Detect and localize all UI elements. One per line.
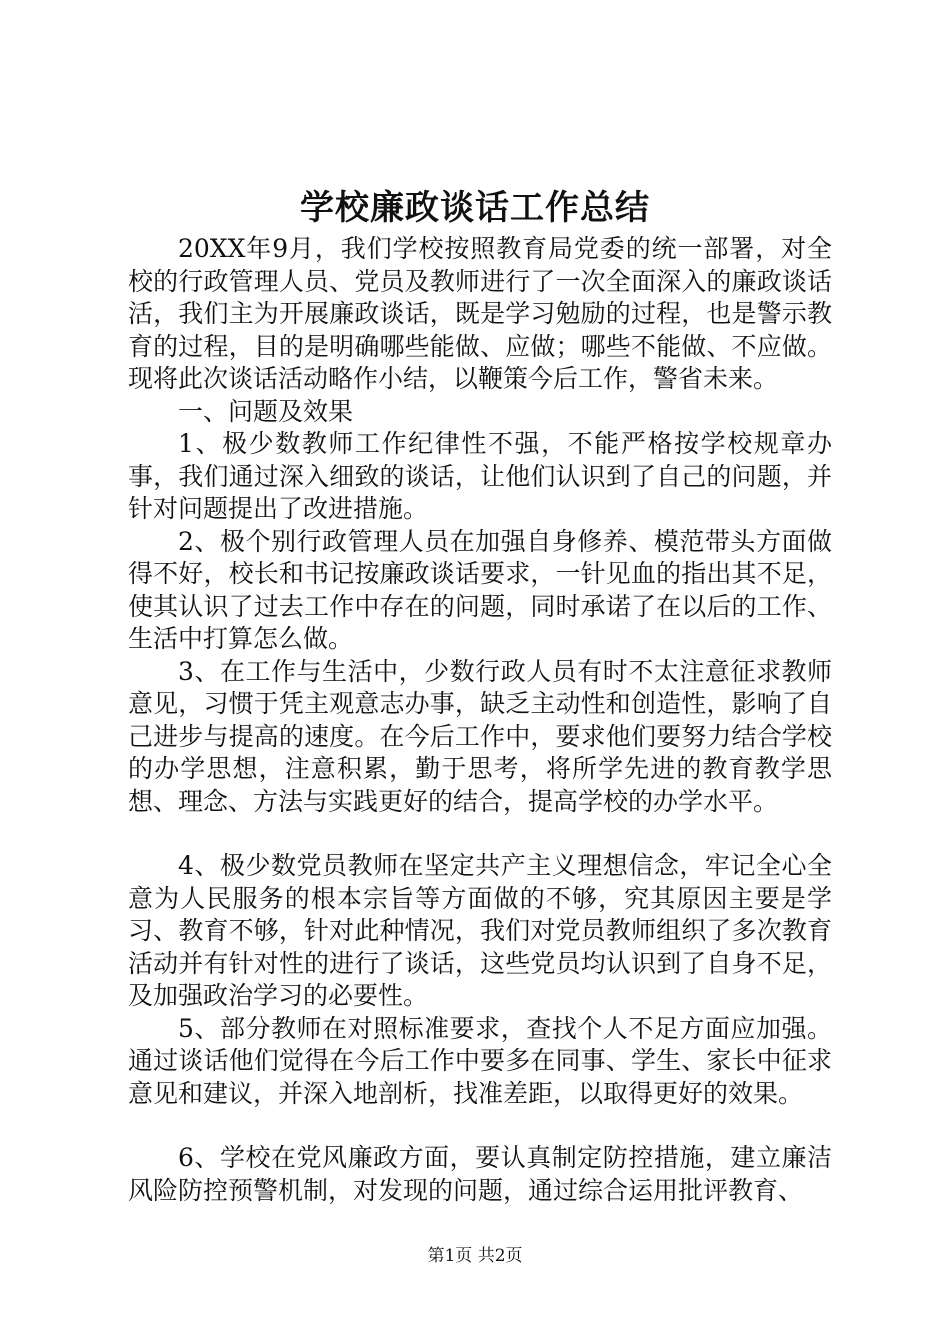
document-title: 学校廉政谈话工作总结: [300, 188, 650, 228]
paragraph-item-5: 5、部分教师在对照标准要求，查找个人不足方面应加强。通过谈话他们觉得在今后工作中要多在同事、学生、家长中征求意见和建议，并深入地剖析，找准差距，以取得更好的效果。: [128, 1013, 832, 1108]
paragraph-item-6: 6、学校在党风廉政方面，要认真制定防控措施，建立廉洁风险防控预警机制，对发现的问题，通过综合运用批评教育、: [128, 1143, 832, 1205]
paragraph-item-1: 1、极少数教师工作纪律性不强，不能严格按学校规章办事，我们通过深入细致的谈话，让他们认识到了自己的问题，并针对问题提出了改进措施。: [128, 429, 832, 523]
section-heading: 一、问题及效果: [178, 396, 354, 426]
paragraph-intro: 20XX年9月，我们学校按照教育局党委的统一部署，对全校的行政管理人员、党员及教师进行了一次全面深入的廉政谈话活，我们主为开展廉政谈话，既是学习勉励的过程，也是警示教育的过程，目的是明确哪些能做、应做；哪些不能做、不应做。现将此次谈话活动略作小结，以鞭策今后工作，警省未来。: [128, 234, 832, 393]
paragraph-item-3: 3、在工作与生活中，少数行政人员有时不太注意征求教师意见，习惯于凭主观意志办事，缺乏主动性和创造性，影响了自己进步与提高的速度。在今后工作中，要求他们要努力结合学校的办学思想，注意积累，勤于思考，将所学先进的教育教学思想、理念、方法与实践更好的结合，提高学校的办学水平。: [128, 656, 832, 816]
document-body: [128, 233, 832, 1207]
paragraph-item-2: 2、极个别行政管理人员在加强自身修养、模范带头方面做得不好，校长和书记按廉政谈话要求，一针见血的指出其不足，使其认识了过去工作中存在的问题，同时承诺了在以后的工作、生活中打算怎么做。: [128, 526, 832, 653]
paragraph-item-4: 4、极少数党员教师在坚定共产主义理想信念，牢记全心全意为人民服务的根本宗旨等方面做的不够，究其原因主要是学习、教育不够，针对此种情况，我们对党员教师组织了多次教育活动并有针对性的进行了谈话，这些党员均认识到了自身不足，及加强政治学习的必要性。: [128, 851, 832, 1010]
page-number: 第1页 共2页: [427, 1246, 523, 1266]
